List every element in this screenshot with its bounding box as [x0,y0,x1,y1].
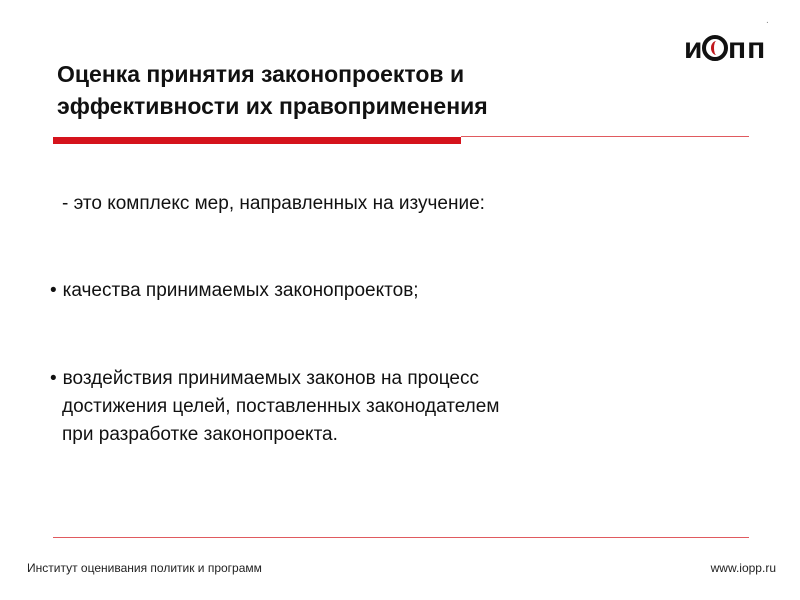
title-accent-bar [53,137,461,144]
footer-divider-line [53,537,749,538]
logo-letter-i: и [684,32,704,65]
bullet-item-1 [50,277,419,305]
footer-organization: Институт оценивания политик и программ [27,561,262,575]
footer-website: www.iopp.ru [710,561,776,575]
bullet-dot-icon: • [50,368,57,389]
intro-text: - это комплекс мер, направленных на изучение: [62,193,485,214]
logo-letters-pp: пп [728,32,767,65]
title-line-2: эффективности их правоприменения [57,93,488,119]
slide-title [57,58,697,122]
logo-o-emblem-icon [702,35,728,61]
bullet-dot-icon: • [50,280,57,301]
bullet-item-2-line-3: при разработке законопроекта. [62,424,338,445]
bullet-item-2 [50,365,499,449]
bullet-item-2-line-2: достижения целей, поставленных законодателем [62,396,500,417]
title-divider-line [461,136,749,137]
bullet-item-2-line-1: воздействия принимаемых законов на процесс [62,368,479,389]
title-line-1: Оценка принятия законопроектов и [57,61,465,87]
logo-mark: . [766,15,769,26]
iopp-logo [684,15,784,65]
bullet-item-1-text: качества принимаемых законопроектов; [62,280,419,301]
